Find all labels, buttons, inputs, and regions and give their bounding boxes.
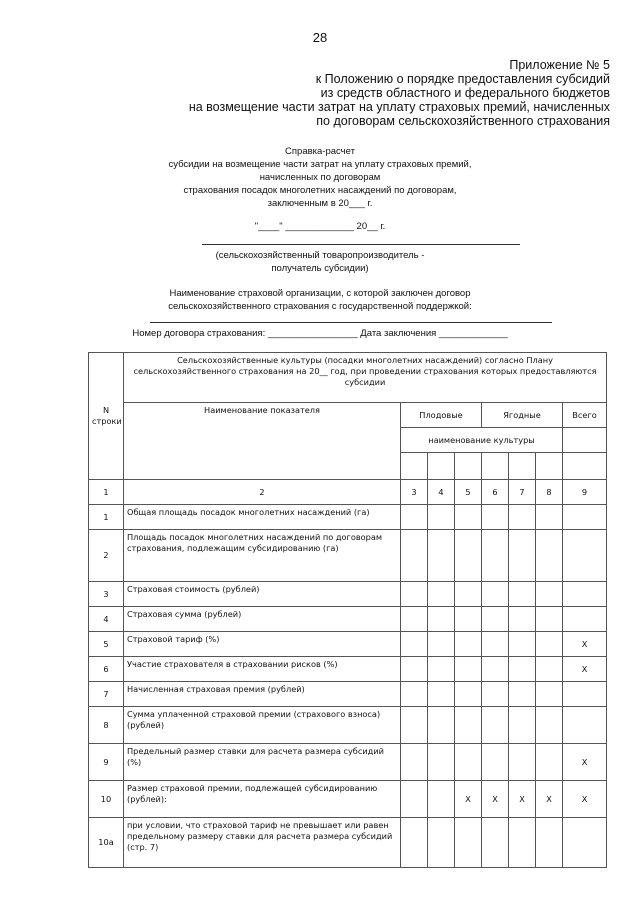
row-number: 8 bbox=[89, 707, 124, 744]
form-title-line: субсидии на возмещение части затрат на уплату страховых премий, bbox=[168, 159, 472, 170]
value-cell: X bbox=[563, 632, 607, 657]
value-cell: X bbox=[482, 781, 509, 818]
value-cell bbox=[401, 744, 428, 781]
row-indicator: Предельный размер ставки для расчета размера субсидий (%) bbox=[124, 744, 401, 781]
value-cell bbox=[401, 682, 428, 707]
value-cell bbox=[455, 818, 482, 868]
table-row bbox=[89, 582, 607, 607]
value-cell bbox=[482, 530, 509, 582]
insurer-line: сельскохозяйственного страхования с государственной поддержкой: bbox=[168, 301, 472, 312]
value-cell bbox=[509, 682, 536, 707]
value-cell bbox=[401, 607, 428, 632]
value-cell bbox=[482, 582, 509, 607]
form-title-line: Справка-расчет bbox=[285, 146, 355, 157]
value-cell bbox=[509, 530, 536, 582]
value-cell bbox=[455, 682, 482, 707]
value-cell bbox=[455, 744, 482, 781]
value-cell bbox=[428, 607, 455, 632]
value-cell bbox=[536, 707, 563, 744]
value-cell bbox=[509, 657, 536, 682]
column-number: 4 bbox=[428, 480, 455, 505]
value-cell bbox=[428, 657, 455, 682]
value-cell bbox=[428, 744, 455, 781]
value-cell: X bbox=[536, 781, 563, 818]
column-number: 2 bbox=[124, 480, 401, 505]
producer-caption-line: (сельскохозяйственный товаропроизводитель - bbox=[215, 250, 425, 261]
table-cell bbox=[455, 453, 482, 480]
value-cell bbox=[536, 744, 563, 781]
value-cell bbox=[401, 582, 428, 607]
value-cell bbox=[455, 707, 482, 744]
column-number: 3 bbox=[401, 480, 428, 505]
appendix-line: по договорам сельскохозяйственного страхования bbox=[316, 114, 610, 128]
row-indicator: Общая площадь посадок многолетних насаждений (га) bbox=[124, 505, 401, 530]
value-cell bbox=[536, 530, 563, 582]
header-fruit: Плодовые bbox=[401, 403, 482, 428]
value-cell bbox=[401, 818, 428, 868]
row-number: 1 bbox=[89, 505, 124, 530]
table-row bbox=[89, 505, 607, 530]
value-cell bbox=[428, 818, 455, 868]
value-cell bbox=[536, 505, 563, 530]
value-cell bbox=[563, 707, 607, 744]
header-crops-caption: Сельскохозяйственные культуры (посадки многолетних насаждений) согласно Плану сельскохозяйственного страхования на 20__ год, при проведении страхования которых предоставляются субсидии bbox=[124, 353, 607, 403]
header-berry: Ягодные bbox=[482, 403, 563, 428]
value-cell bbox=[455, 632, 482, 657]
value-cell bbox=[482, 744, 509, 781]
row-indicator: Размер страховой премии, подлежащей субсидированию (рублей): bbox=[124, 781, 401, 818]
appendix-line: к Положению о порядке предоставления субсидий bbox=[315, 72, 610, 86]
value-cell bbox=[455, 505, 482, 530]
form-title bbox=[0, 145, 640, 210]
form-title-line: начисленных по договорам bbox=[259, 172, 381, 183]
value-cell bbox=[536, 582, 563, 607]
value-cell bbox=[455, 657, 482, 682]
form-title-line: страхования посадок многолетних насаждений по договорам, bbox=[183, 185, 457, 196]
table-header-row bbox=[89, 353, 607, 403]
table-row bbox=[89, 707, 607, 744]
value-cell bbox=[563, 530, 607, 582]
table-cell bbox=[563, 428, 607, 453]
table-row bbox=[89, 607, 607, 632]
header-indicator: Наименование показателя bbox=[124, 403, 401, 480]
value-cell bbox=[536, 632, 563, 657]
value-cell: X bbox=[563, 781, 607, 818]
table-header-row bbox=[89, 403, 607, 428]
row-number: 3 bbox=[89, 582, 124, 607]
value-cell bbox=[563, 818, 607, 868]
value-cell bbox=[401, 657, 428, 682]
producer-caption-line: получатель субсидии) bbox=[271, 263, 369, 274]
contract-line: Номер договора страхования: _________________ Дата заключения _____________ bbox=[132, 328, 508, 339]
value-cell bbox=[482, 682, 509, 707]
table-cell bbox=[563, 453, 607, 480]
column-number: 8 bbox=[536, 480, 563, 505]
value-cell bbox=[428, 781, 455, 818]
value-cell bbox=[563, 582, 607, 607]
insurer-caption bbox=[0, 287, 640, 313]
table-cell bbox=[401, 453, 428, 480]
value-cell bbox=[401, 781, 428, 818]
table-row bbox=[89, 744, 607, 781]
value-cell bbox=[428, 530, 455, 582]
value-cell bbox=[509, 582, 536, 607]
row-number: 9 bbox=[89, 744, 124, 781]
table-row bbox=[89, 682, 607, 707]
page-number: 28 bbox=[312, 30, 328, 45]
row-number: 7 bbox=[89, 682, 124, 707]
table-row bbox=[89, 632, 607, 657]
row-number: 5 bbox=[89, 632, 124, 657]
column-number: 6 bbox=[482, 480, 509, 505]
table-row bbox=[89, 818, 607, 868]
row-indicator: Страховая стоимость (рублей) bbox=[124, 582, 401, 607]
value-cell bbox=[509, 607, 536, 632]
row-number: 4 bbox=[89, 607, 124, 632]
row-indicator: Сумма уплаченной страховой премии (страхового взноса) (рублей) bbox=[124, 707, 401, 744]
column-numbers-row bbox=[89, 480, 607, 505]
value-cell bbox=[455, 607, 482, 632]
value-cell bbox=[401, 707, 428, 744]
insurer-line: Наименование страховой организации, с которой заключен договор bbox=[169, 288, 471, 299]
header-crop-name: наименование культуры bbox=[401, 428, 563, 453]
appendix-line: на возмещение части затрат на уплату страховых премий, начисленных bbox=[188, 100, 610, 114]
value-cell bbox=[401, 632, 428, 657]
value-cell bbox=[428, 582, 455, 607]
value-cell bbox=[428, 632, 455, 657]
value-cell bbox=[563, 607, 607, 632]
value-cell bbox=[482, 657, 509, 682]
row-indicator: Начисленная страховая премия (рублей) bbox=[124, 682, 401, 707]
row-number: 10а bbox=[89, 818, 124, 868]
table-cell bbox=[428, 453, 455, 480]
value-cell bbox=[563, 682, 607, 707]
table-row bbox=[89, 530, 607, 582]
row-indicator: Участие страхователя в страховании рисков (%) bbox=[124, 657, 401, 682]
value-cell bbox=[536, 682, 563, 707]
value-cell: X bbox=[563, 744, 607, 781]
insurer-name-line bbox=[150, 322, 552, 323]
form-title-line: заключенным в 20___ г. bbox=[267, 198, 373, 209]
row-indicator: при условии, что страховой тариф не превышает или равен предельному размеру ставки для расчета размера субсидий (стр. 7) bbox=[124, 818, 401, 868]
value-cell bbox=[536, 657, 563, 682]
header-row-number: N строки bbox=[89, 353, 124, 480]
calculation-table bbox=[88, 352, 607, 868]
header-total: Всего bbox=[563, 403, 607, 428]
value-cell: X bbox=[563, 657, 607, 682]
row-number: 6 bbox=[89, 657, 124, 682]
value-cell bbox=[428, 707, 455, 744]
value-cell bbox=[428, 682, 455, 707]
row-number: 10 bbox=[89, 781, 124, 818]
date-line: "____" _____________ 20__ г. bbox=[254, 221, 386, 232]
value-cell bbox=[509, 505, 536, 530]
value-cell bbox=[509, 818, 536, 868]
table-cell bbox=[536, 453, 563, 480]
value-cell: X bbox=[509, 781, 536, 818]
value-cell bbox=[482, 632, 509, 657]
table-row bbox=[89, 657, 607, 682]
value-cell bbox=[563, 505, 607, 530]
value-cell bbox=[482, 818, 509, 868]
column-number: 7 bbox=[509, 480, 536, 505]
value-cell bbox=[401, 505, 428, 530]
table-cell bbox=[509, 453, 536, 480]
row-indicator: Страховой тариф (%) bbox=[124, 632, 401, 657]
value-cell bbox=[509, 744, 536, 781]
value-cell bbox=[536, 818, 563, 868]
value-cell bbox=[482, 505, 509, 530]
row-number: 2 bbox=[89, 530, 124, 582]
value-cell bbox=[401, 530, 428, 582]
value-cell bbox=[482, 707, 509, 744]
appendix-line: из средств областного и федерального бюджетов bbox=[320, 86, 610, 100]
table-cell bbox=[482, 453, 509, 480]
row-indicator: Страховая сумма (рублей) bbox=[124, 607, 401, 632]
producer-caption bbox=[0, 249, 640, 275]
appendix-header bbox=[170, 58, 610, 128]
value-cell bbox=[509, 707, 536, 744]
value-cell bbox=[455, 530, 482, 582]
value-cell bbox=[428, 505, 455, 530]
value-cell bbox=[455, 582, 482, 607]
value-cell: X bbox=[455, 781, 482, 818]
value-cell bbox=[482, 607, 509, 632]
value-cell bbox=[536, 607, 563, 632]
appendix-line: Приложение № 5 bbox=[509, 58, 610, 72]
column-number: 5 bbox=[455, 480, 482, 505]
producer-signature-line bbox=[202, 244, 520, 245]
column-number: 1 bbox=[89, 480, 124, 505]
column-number: 9 bbox=[563, 480, 607, 505]
table-row bbox=[89, 781, 607, 818]
row-indicator: Площадь посадок многолетних насаждений по договорам страхования, подлежащим субсидированию (га) bbox=[124, 530, 401, 582]
value-cell bbox=[509, 632, 536, 657]
